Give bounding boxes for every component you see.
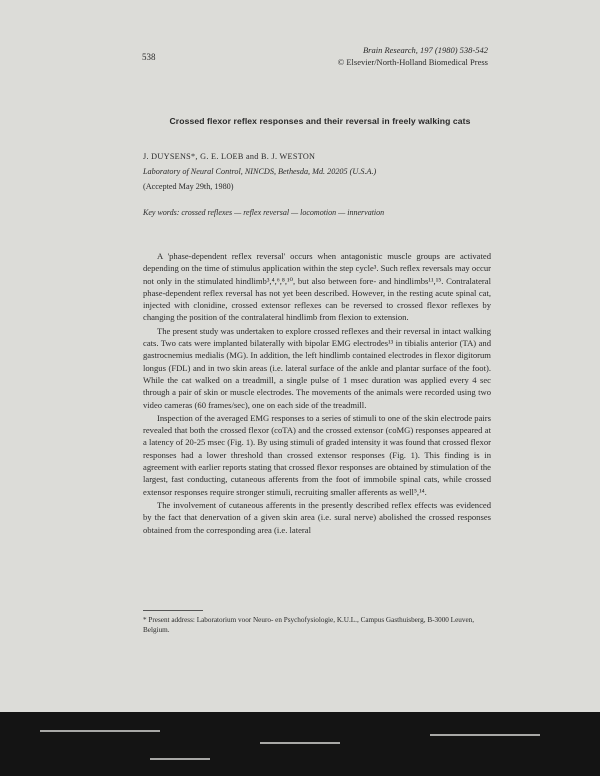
scan-artifact (40, 730, 160, 732)
scan-dark-margin (0, 712, 600, 776)
paragraph: Inspection of the averaged EMG responses to a series of stimuli to one of the skin electrode pairs revealed that both the crossed flexor (coTA) and the crossed extensor (coMG) responses appeared at a latency of 20-25 msec (Fig. 1). By using stimuli of graded intensity it was found that crossed flexor responses had a lower threshold than crossed extensor responses (Fig. 1). This finding is in agreement with earlier reports stating that crossed flexor responses are obtained by stimulation of the largest, fast conducting, cutaneous afferents from the foot of immobile spinal cats, while crossed extensor responses require stronger stimuli, recruiting smaller afferents as well⁵,¹⁴. (143, 412, 491, 497)
page-number: 538 (142, 52, 156, 62)
scan-artifact (150, 758, 210, 760)
keywords: Key words: crossed reflexes — reflex reversal — locomotion — innervation (143, 208, 385, 217)
paragraph: The involvement of cutaneous afferents in the presently described reflex effects was evidenced by the fact that denervation of a given skin area (i.e. sural nerve) abolished the crossed responses obtained from the corresponding area (i.e. lateral (143, 499, 491, 535)
publisher-line: © Elsevier/North-Holland Biomedical Press (337, 57, 488, 67)
paragraph: The present study was undertaken to explore crossed reflexes and their reversal in intact walking cats. Two cats were implanted bilaterally with bipolar EMG electrodes¹³ in tibialis anterior (TA) and gastrocnemius medialis (MG). In addition, the left hindlimb contained electrodes in flexor digitorum longus (FDL) and in two skin areas (i.e. lateral surface of the ankle and plantar surface of the foot). While the cat walked on a treadmill, a single pulse of 1 msec duration was applied every 4 sec through a pair of skin or muscle electrodes. The movements of the animals were recorded using two video cameras (60 frames/sec), one on each side of the treadmill. (143, 325, 491, 410)
article-body (143, 250, 491, 536)
journal-line: Brain Research, 197 (1980) 538-542 (362, 45, 488, 55)
footnote: * Present address: Laboratorium voor Neuro- en Psychofysiologie, K.U.L., Campus Gasthuisberg, B-3000 Leuven, Belgium. (143, 616, 475, 634)
scan-artifact (430, 734, 540, 736)
scan-artifact (260, 742, 340, 744)
paragraph: A 'phase-dependent reflex reversal' occurs when antagonistic muscle groups are activated depending on the time of stimulus application within the step cycle³. Such reflex reversals may occur not only in the stimulated hindlimb³,⁴,⁶,⁸,¹⁰, but also between fore- and hindlimbs¹¹,¹⁵. Contralateral phase-dependent reflex reversal has not yet been described. However, in the resting acute spinal cat, injected with clonidine, crossed extensor reflexes can be reversed to crossed flexor reflexes by changing the position of the contralateral hindlimb from flexion to extension. (143, 251, 491, 323)
article-title: Crossed flexor reflex responses and their reversal in freely walking cats (169, 116, 471, 126)
affiliation: Laboratory of Neural Control, NINCDS, Bethesda, Md. 20205 (U.S.A.) (143, 167, 377, 176)
accepted-date: (Accepted May 29th, 1980) (143, 182, 234, 191)
journal-citation (338, 44, 488, 68)
footnote-rule (143, 610, 203, 611)
author-list: J. DUYSENS*, G. E. LOEB and B. J. WESTON (143, 152, 316, 161)
